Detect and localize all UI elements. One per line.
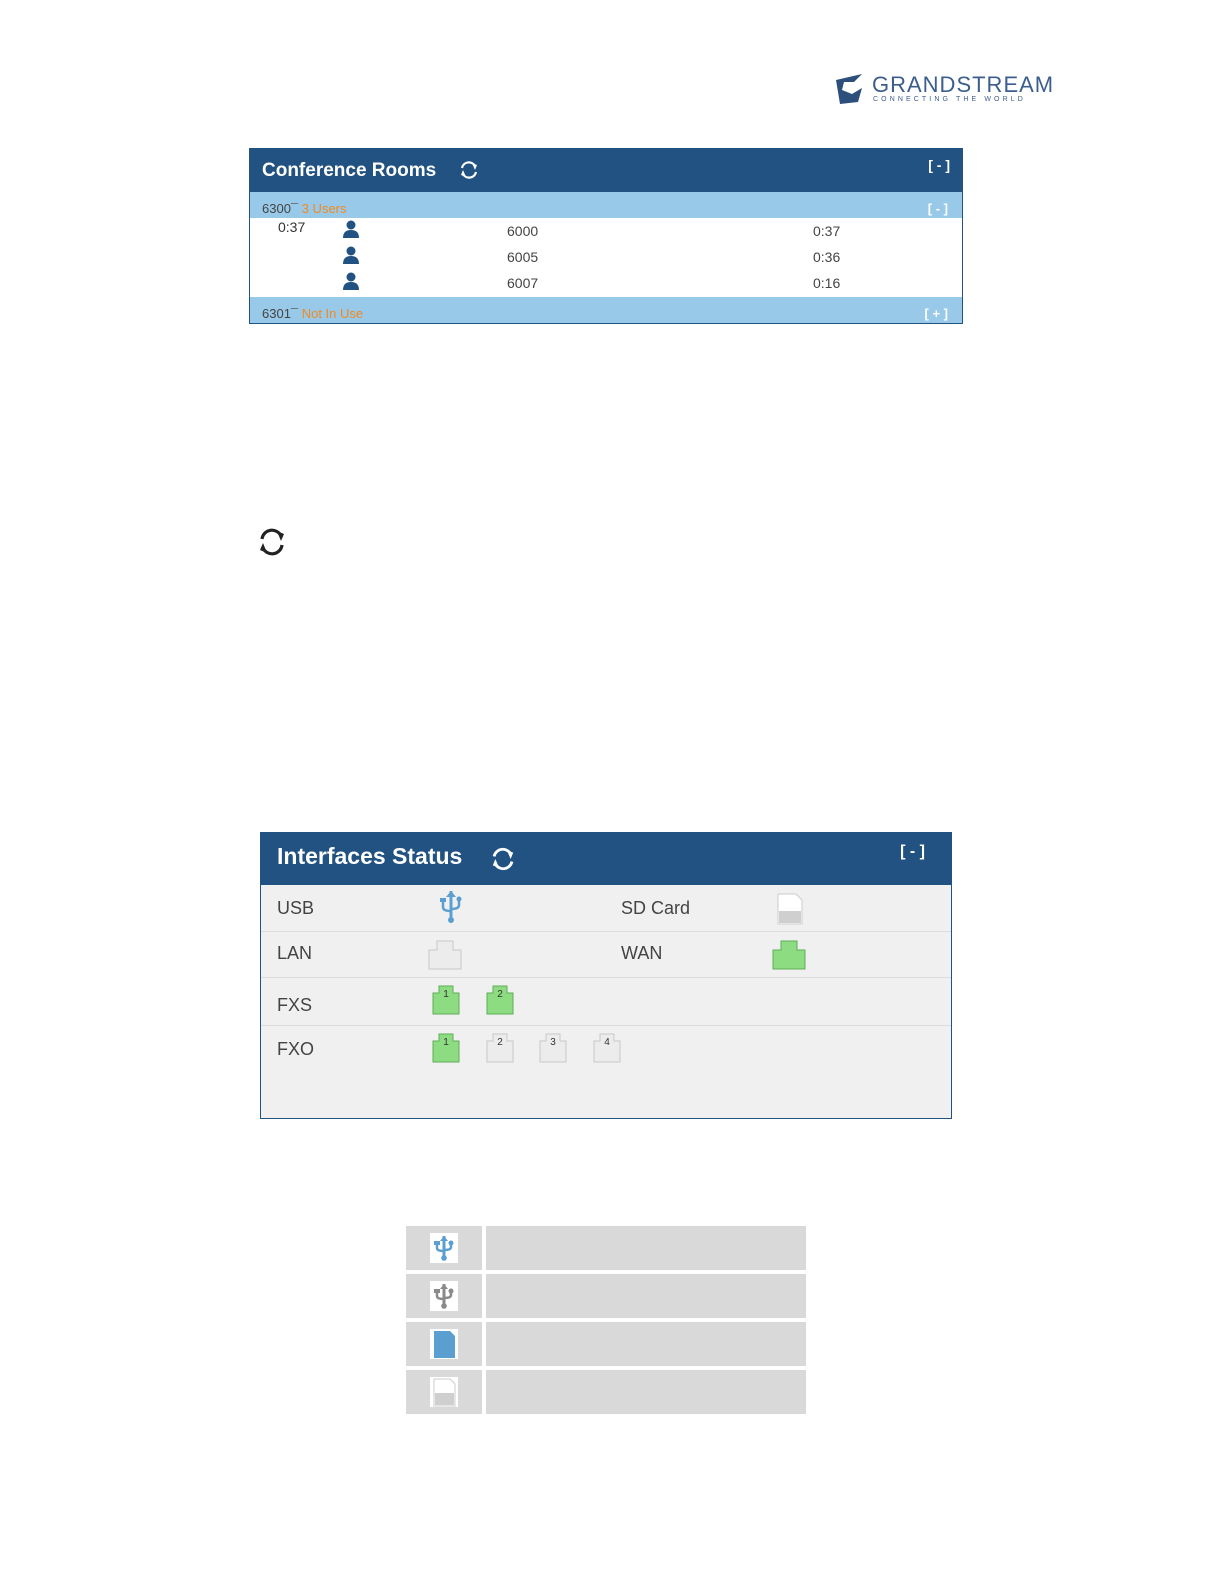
grandstream-logo-icon [832,72,868,108]
room-id: 6301¯ Not In Use [262,306,364,321]
logo-wordmark: GRANDSTREAM [872,72,1055,97]
legend-icon-cell [406,1274,482,1318]
interface-row-lan-wan [261,931,951,978]
port-number: 2 [497,1037,503,1048]
interfaces-status-widget [260,832,952,1119]
legend-row [406,1274,806,1318]
room-duration: 0:37 [278,219,306,235]
legend-icon-cell [406,1322,482,1366]
legend-description-cell [486,1226,806,1270]
conference-collapse-button[interactable]: [ - ] [928,157,950,173]
interfaces-status-title: Interfaces Status [277,843,463,869]
conference-rooms-header [250,149,962,192]
wan-port-icon [772,940,806,970]
port-number: 4 [604,1037,610,1048]
conference-rooms-widget [249,148,963,324]
interfaces-status-header [261,833,951,885]
participant-time: 0:36 [813,249,841,265]
refresh-icon[interactable] [458,159,480,181]
logo-tagline: CONNECTING THE WORLD [873,96,1026,103]
interface-row-fxs [261,977,951,1026]
user-icon [342,271,360,291]
refresh-icon[interactable] [489,845,517,873]
participant-extension: 6000 [507,223,539,239]
legend-icon-cell [406,1226,482,1270]
fxo-port [593,1033,621,1063]
port-number: 2 [497,989,503,1000]
room-row-6300[interactable] [250,192,962,218]
usb-icon [439,889,463,925]
fxs-port [432,985,460,1015]
legend-row [406,1370,806,1414]
interface-row-fxo [261,1025,951,1117]
room-id: 6300¯ 3 Users [262,201,347,216]
participant-row [250,219,962,245]
room-row-6301[interactable] [250,297,962,323]
participant-row [250,245,962,271]
lan-port-icon [428,940,462,970]
participant-time: 0:37 [813,223,841,239]
fxo-port [486,1033,514,1063]
room-status: Not In Use [301,306,364,321]
legend-icon-cell [406,1370,482,1414]
room-toggle-button[interactable]: [ - ] [927,201,948,216]
fxo-label: FXO [277,1039,315,1059]
refresh-icon [256,526,288,558]
sd-card-inserted-icon [430,1329,458,1359]
participant-time: 0:16 [813,275,841,291]
legend-description-cell [486,1322,806,1366]
participant-extension: 6007 [507,275,539,291]
grandstream-logo [832,70,1072,110]
port-number: 3 [550,1037,556,1048]
legend-row [406,1322,806,1366]
legend-row [406,1226,806,1270]
participant-row [250,271,962,297]
port-number: 1 [443,1037,449,1048]
room-number: 6301 [262,306,291,321]
conference-rooms-title: Conference Rooms [262,160,437,181]
user-icon [342,245,360,265]
usb-disconnected-icon [430,1281,458,1311]
fxo-port [539,1033,567,1063]
participant-extension: 6005 [507,249,539,265]
room-number: 6300 [262,201,291,216]
usb-connected-icon [430,1233,458,1263]
fxs-port [486,985,514,1015]
sd-card-label: SD Card [621,898,691,918]
lan-label: LAN [277,943,313,963]
room-toggle-button[interactable]: [ + ] [924,306,948,321]
usb-label: USB [277,898,315,918]
sd-card-icon [777,893,803,925]
fxo-port [432,1033,460,1063]
user-icon [342,219,360,239]
interface-row-usb-sd [261,885,951,932]
port-number: 1 [443,989,449,1000]
legend-description-cell [486,1370,806,1414]
room-status: 3 Users [301,201,347,216]
wan-label: WAN [621,943,663,963]
fxs-label: FXS [277,995,313,1015]
sd-card-empty-icon [430,1377,458,1407]
legend-description-cell [486,1274,806,1318]
interfaces-collapse-button[interactable]: [ - ] [900,843,925,860]
